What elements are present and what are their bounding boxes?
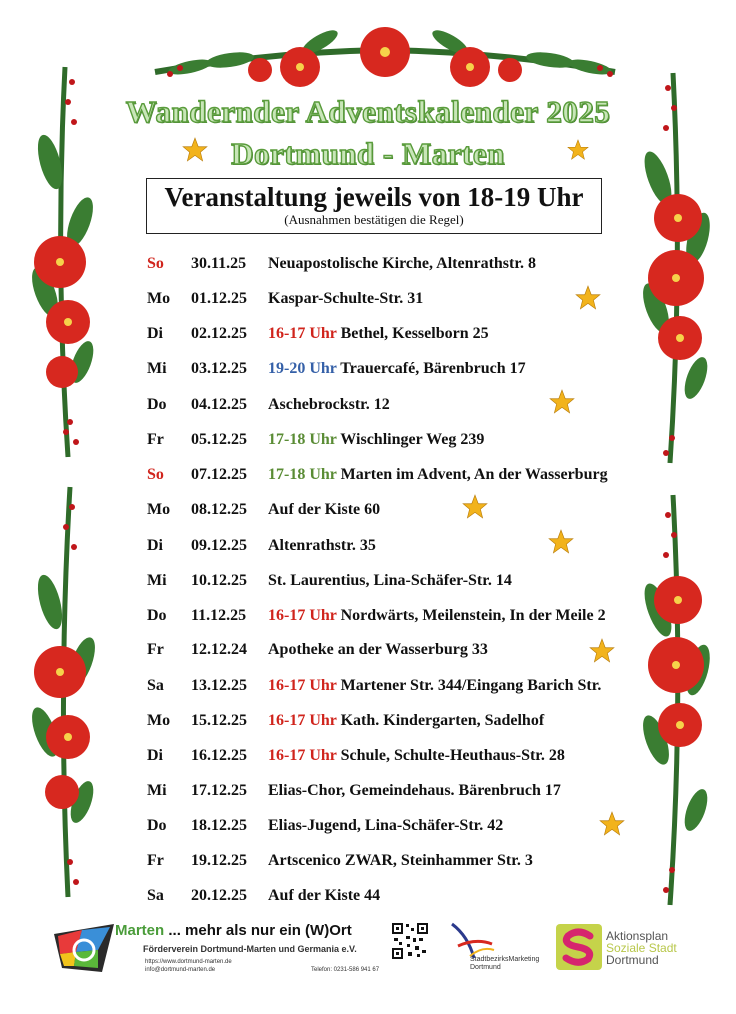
event-place: Auf der Kiste 44 (268, 887, 381, 904)
event-day: Fr (147, 852, 164, 869)
event-details (268, 396, 390, 414)
event-date: 10.12.25 (191, 572, 247, 589)
event-day: So (147, 255, 164, 272)
event-time: 16-17 Uhr (268, 325, 337, 342)
time-notice: Veranstaltung jeweils von 18-19 Uhr (164, 182, 584, 212)
event-place: St. Laurentius, Lina-Schäfer-Str. 14 (268, 572, 512, 589)
event-details (268, 325, 489, 343)
footer (0, 910, 736, 1014)
event-date: 20.12.25 (191, 887, 247, 904)
email-text: info@dortmund-marten.de (145, 967, 216, 973)
event-place: Nordwärts, Meilenstein, In der Meile 2 (336, 607, 606, 624)
event-date: 13.12.25 (191, 677, 247, 694)
event-day: Di (147, 537, 163, 554)
aktionsplan-logo (556, 924, 602, 970)
event-date: 02.12.25 (191, 325, 247, 342)
event-time: 16-17 Uhr (268, 607, 337, 624)
event-details (268, 747, 565, 765)
time-notice-exception: (Ausnahmen bestätigen die Regel) (284, 212, 464, 227)
event-day: Do (147, 396, 167, 413)
star-icon (575, 285, 601, 311)
event-day: Mi (147, 360, 167, 377)
event-day: Do (147, 817, 167, 834)
event-day: Mi (147, 572, 167, 589)
event-details (268, 852, 533, 870)
event-day: Fr (147, 641, 164, 658)
event-details (268, 290, 423, 308)
event-date: 17.12.25 (191, 782, 247, 799)
event-details (268, 887, 380, 905)
star-icon (462, 494, 488, 520)
event-place: Neuapostolische Kirche, Altenrathstr. 8 (268, 255, 536, 272)
event-details (268, 641, 488, 659)
event-details (268, 817, 503, 835)
time-notice-box (146, 178, 602, 234)
event-place: Altenrathstr. 35 (268, 537, 376, 554)
event-date: 11.12.25 (191, 607, 247, 624)
event-date: 03.12.25 (191, 360, 247, 377)
marten-logo (52, 922, 116, 974)
event-date: 12.12.24 (191, 641, 247, 658)
event-details (268, 466, 608, 484)
sbm-line2: Dortmund (470, 964, 501, 971)
event-place: Kaspar-Schulte-Str. 31 (268, 290, 424, 307)
event-place: Wischlinger Weg 239 (336, 431, 485, 448)
event-date: 04.12.25 (191, 396, 247, 413)
event-details (268, 255, 536, 273)
event-day: Mo (147, 712, 171, 729)
star-icon (548, 529, 574, 555)
event-day: Sa (147, 887, 164, 904)
event-date: 16.12.25 (191, 747, 247, 764)
event-details (268, 501, 380, 519)
page-title: Wandernder Adventskalender 2025 (125, 94, 611, 129)
event-date: 01.12.25 (191, 290, 247, 307)
star-icon (589, 638, 615, 664)
marten-slogan (115, 922, 352, 939)
event-place: Bethel, Kesselborn 25 (336, 325, 489, 342)
sbm-line1: StadtbezirksMarketing (470, 956, 540, 963)
event-details (268, 431, 484, 449)
event-details (268, 537, 376, 555)
event-time: 17-18 Uhr (268, 466, 337, 483)
aktionsplan-text (606, 930, 677, 966)
top-poinsettia-garland (150, 12, 620, 94)
event-day: So (147, 466, 164, 483)
phone-text: Telefon: 0231-586 941 67 (311, 967, 380, 973)
star-icon (567, 139, 589, 161)
event-date: 30.11.25 (191, 255, 247, 272)
event-day: Mo (147, 501, 171, 518)
event-place: Schule, Schulte-Heuthaus-Str. 28 (336, 747, 565, 764)
event-details (268, 782, 561, 800)
event-place: Kath. Kindergarten, Sadelhof (336, 712, 545, 729)
event-day: Do (147, 607, 167, 624)
event-date: 15.12.25 (191, 712, 247, 729)
event-time: 16-17 Uhr (268, 747, 337, 764)
event-time: 16-17 Uhr (268, 677, 337, 694)
event-day: Di (147, 747, 163, 764)
event-place: Marten im Advent, An der Wasserburg (336, 466, 608, 483)
event-place: Artscenico ZWAR, Steinhammer Str. 3 (268, 852, 533, 869)
event-day: Di (147, 325, 163, 342)
akt-line1: Aktionsplan (606, 929, 669, 943)
event-details (268, 712, 544, 730)
star-icon (599, 811, 625, 837)
marten-word: Marten (115, 922, 165, 939)
event-time: 19-20 Uhr (268, 360, 337, 377)
event-day: Sa (147, 677, 164, 694)
event-place: Apotheke an der Wasserburg 33 (268, 641, 488, 658)
event-date: 09.12.25 (191, 537, 247, 554)
event-date: 05.12.25 (191, 431, 247, 448)
stadtbezirksmarketing-logo (448, 916, 496, 960)
event-place: Elias-Chor, Gemeindehaus. Bärenbruch 17 (268, 782, 561, 799)
event-date: 08.12.25 (191, 501, 247, 518)
event-date: 18.12.25 (191, 817, 247, 834)
event-date: 19.12.25 (191, 852, 247, 869)
website-text: https://www.dortmund-marten.de (145, 959, 232, 965)
verein-name: Förderverein Dortmund-Marten und Germania e.V. (143, 944, 357, 954)
event-place: Auf der Kiste 60 (268, 501, 381, 518)
slogan-text: ... mehr als nur ein (W)Ort (164, 922, 352, 939)
event-time: 17-18 Uhr (268, 431, 337, 448)
event-details (268, 677, 601, 695)
star-icon (549, 389, 575, 415)
right-bottom-garland (628, 490, 728, 910)
event-details (268, 607, 606, 625)
page-subtitle: Dortmund - Marten (231, 136, 505, 171)
left-bottom-garland (10, 482, 110, 902)
event-day: Mo (147, 290, 171, 307)
event-place: Aschebrockstr. 12 (268, 396, 390, 413)
akt-line2: Soziale Stadt (606, 941, 677, 955)
event-details (268, 572, 512, 590)
event-place: Martener Str. 344/Eingang Barich Str. (336, 677, 602, 694)
stadtbezirksmarketing-text (470, 956, 539, 972)
qr-code-icon (391, 922, 429, 960)
event-details (268, 360, 526, 378)
event-date: 07.12.25 (191, 466, 247, 483)
event-day: Fr (147, 431, 164, 448)
akt-line3: Dortmund (606, 953, 659, 967)
event-day: Mi (147, 782, 167, 799)
star-icon (182, 137, 208, 163)
event-time: 16-17 Uhr (268, 712, 337, 729)
event-place: Trauercafé, Bärenbruch 17 (336, 360, 526, 377)
event-place: Elias-Jugend, Lina-Schäfer-Str. 42 (268, 817, 504, 834)
